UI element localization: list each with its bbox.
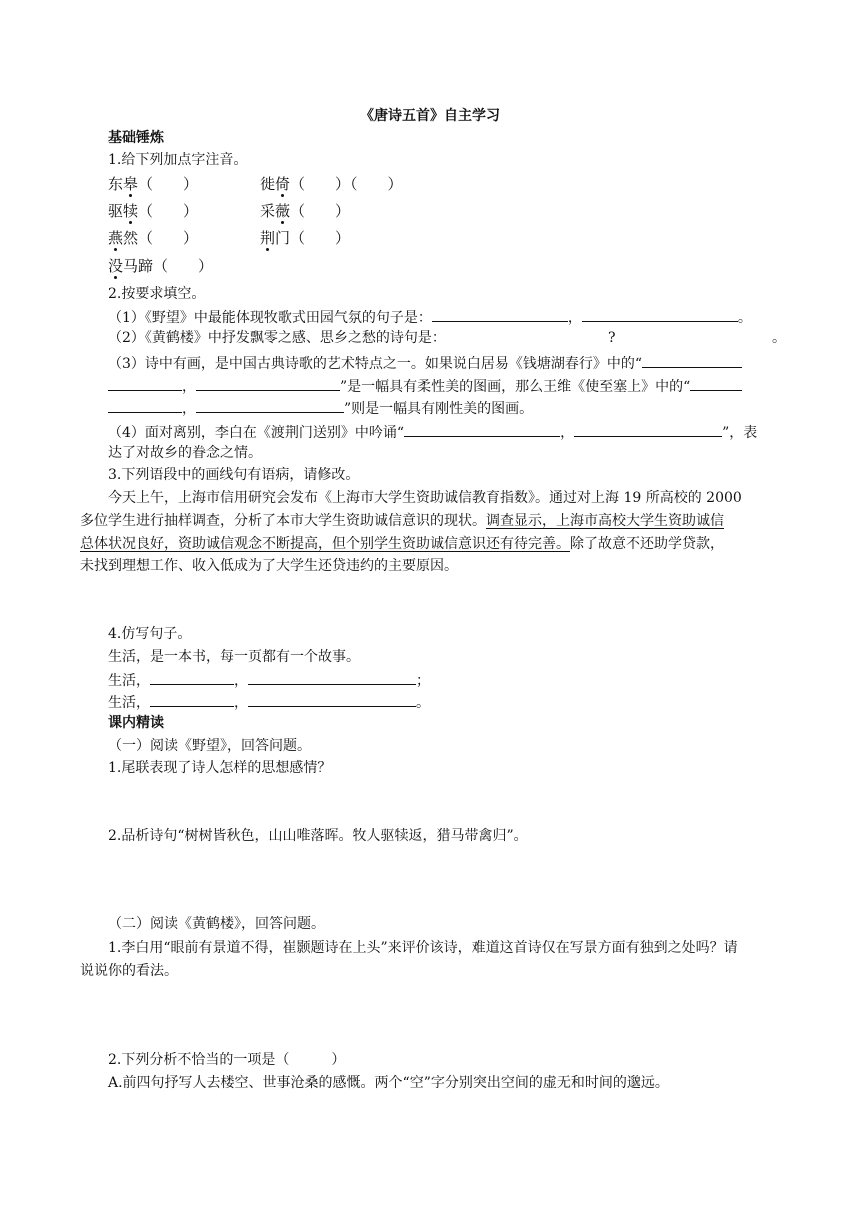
- dotted-char: 薇: [275, 202, 291, 220]
- blank-line[interactable]: [150, 669, 234, 685]
- q4-example: 生活，是一本书，每一页都有一个故事。: [108, 649, 360, 665]
- answer-paren[interactable]: （ ）: [153, 257, 214, 275]
- reading-2-head: （二）阅读《黄鹤楼》，回答问题。: [108, 916, 325, 932]
- blank-line[interactable]: [248, 669, 416, 685]
- reading-1-q2: 2.品析诗句“树树皆秋色，山山唯落晖。牧人驱犊返，猎马带禽归”。: [108, 828, 528, 844]
- answer-paren[interactable]: （ ）: [290, 229, 351, 247]
- dotted-char: 犊: [123, 202, 139, 220]
- q2-line-1: （1）《野望》中最能体现牧歌式田园气氛的句子是： ， 。: [108, 306, 752, 328]
- blank-line[interactable]: [196, 375, 340, 391]
- page-title: 《唐诗五首》自主学习: [360, 108, 500, 124]
- reading-1-head: （一）阅读《野望》，回答问题。: [108, 738, 311, 754]
- q3-passage-line: 总体状况良好，资助诚信观念不断提高，但个别学生资助诚信意识还有待完善。除了故意不还助学贷款，: [80, 536, 724, 552]
- q2-line-2-mark: ?: [608, 330, 616, 346]
- q2-line-2-end: 。: [772, 330, 786, 346]
- underlined-sentence: 调查显示，上海市高校大学生资助诚信: [486, 513, 724, 529]
- blank-line[interactable]: [196, 397, 344, 413]
- blank-line[interactable]: [642, 352, 742, 368]
- q1-item: 没马蹄（ ）: [108, 257, 214, 275]
- q1-item: 徙倚（ ）（ ）: [260, 175, 403, 193]
- q2-line-4c: 达了对故乡的眷念之情。: [108, 445, 262, 461]
- answer-paren[interactable]: （ ）: [138, 202, 199, 220]
- q2-line-2: （2）《黄鹤楼》中抒发飘零之感、思乡之愁的诗句是：: [108, 330, 446, 346]
- q3-stem: 3.下列语段中的画线句有语病，请修改。: [108, 467, 360, 483]
- dotted-char: 荆: [260, 229, 276, 247]
- reading-2-q1-cont: 说说你的看法。: [80, 963, 178, 979]
- reading-2-q2: 2.下列分析不恰当的一项是（ ）: [108, 1052, 346, 1068]
- blank-line[interactable]: [404, 421, 560, 437]
- underlined-sentence: 总体状况良好，资助诚信观念不断提高，但个别学生资助诚信意识还有待完善。: [80, 536, 570, 552]
- q4-line-1: 生活， ， ；: [108, 669, 430, 691]
- answer-paren[interactable]: （ ）: [138, 229, 199, 247]
- reading-1-q1: 1.尾联表现了诗人怎样的思想感情？: [108, 760, 332, 776]
- answer-paren[interactable]: （ ）: [290, 202, 351, 220]
- dotted-char: 燕: [108, 229, 124, 247]
- q4-stem: 4.仿写句子。: [108, 626, 192, 642]
- q2-stem: 2.按要求填空。: [108, 286, 206, 302]
- blank-line[interactable]: [150, 691, 234, 707]
- blank-line[interactable]: [108, 397, 182, 413]
- section-heading-basics: 基础锤炼: [108, 130, 164, 146]
- q3-passage-line: 多位学生进行抽样调查，分析了本市大学生资助诚信意识的现状。调查显示，上海市高校大学生资助诚信: [80, 513, 724, 529]
- q2-line-4a: （4）面对离别，李白在《渡荆门送别》中吟诵“ ， ”，表: [108, 421, 757, 443]
- dotted-char: 倚: [275, 175, 291, 193]
- answer-paren[interactable]: （ ）（ ）: [290, 175, 403, 193]
- q1-stem: 1.给下列加点字注音。: [108, 152, 248, 168]
- q1-item: 燕然（ ）: [108, 229, 199, 247]
- blank-line[interactable]: [108, 375, 182, 391]
- q1-item: 驱犊（ ）: [108, 202, 199, 220]
- blank-line[interactable]: [248, 691, 416, 707]
- dotted-char: 皋: [123, 175, 139, 193]
- q1-item: 荆门（ ）: [260, 229, 351, 247]
- q1-item: 东皋（ ）: [108, 175, 199, 193]
- q4-line-2: 生活， ， 。: [108, 691, 430, 713]
- q2-line-3a: （3）诗中有画，是中国古典诗歌的艺术特点之一。如果说白居易《钱塘湖春行》中的“: [108, 352, 742, 374]
- reading-2-q1: 1.李白用“眼前有景道不得，崔颢题诗在上头”来评价该诗，难道这首诗仅在写景方面有独到之处吗？请: [108, 940, 738, 956]
- answer-paren[interactable]: （ ）: [138, 175, 199, 193]
- q1-item: 采薇（ ）: [260, 202, 351, 220]
- blank-line[interactable]: [690, 375, 742, 391]
- q3-passage-line: 未找到理想工作、收入低成为了大学生还贷违约的主要原因。: [80, 558, 458, 574]
- dotted-char: 没: [108, 257, 124, 275]
- blank-line[interactable]: [574, 421, 722, 437]
- q3-passage-line: 今天上午，上海市信用研究会发布《上海市大学生资助诚信教育指数》。通过对上海 19 所高校的 2000: [108, 490, 742, 506]
- option-a: A.前四句抒写人去楼空、世事沧桑的感慨。两个“空”字分别突出空间的虚无和时间的邈远。: [108, 1075, 669, 1091]
- blank-line[interactable]: [432, 306, 568, 322]
- q2-line-3c: ， ”则是一幅具有刚性美的图画。: [108, 397, 533, 419]
- section-heading-reading: 课内精读: [108, 715, 164, 731]
- blank-line[interactable]: [582, 306, 738, 322]
- q2-line-3b: ， ”是一幅具有柔性美的图画，那么王维《使至塞上》中的“: [108, 375, 742, 397]
